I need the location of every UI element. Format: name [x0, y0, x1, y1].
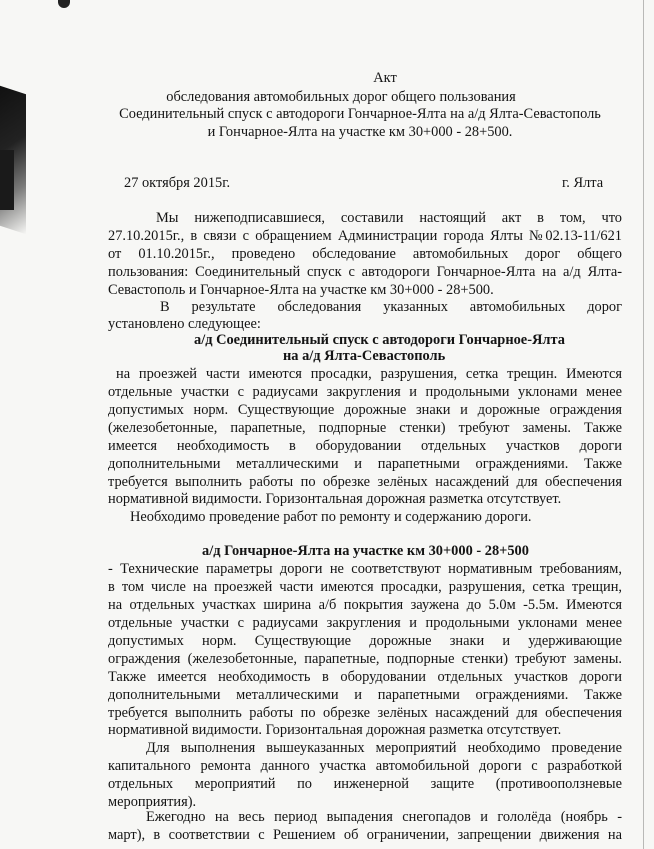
section1-heading-line-1: а/д Соединительный спуск с автодороги Гончарное-Ялта [194, 332, 565, 348]
intro-line-1: Мы нижеподписавшиеся, составили настоящий акт в том, что [156, 210, 622, 226]
final-line-1: Ежегодно на весь период выпадения снегопадов и гололёда (ноябрь - [146, 809, 622, 825]
section2-line-2: в том числе на проезжей части имеются просадки, разрушения, сетка трещин, [108, 579, 622, 595]
section1-line-4: (железобетонные, парапетные, подпорные стенки) требуют замены. Также [108, 420, 622, 436]
document-title: Акт [373, 70, 397, 86]
measures-line-2: капитального ремонта данного участка автомобильной дороги с разработкой [108, 758, 622, 774]
document-subtitle-line-2: Соединительный спуск с автодороги Гончарное-Ялта на а/д Ялта-Севастополь [119, 106, 601, 122]
intro-line-3: от 01.10.2015г., проведено обследование автомобильных дорог общего [108, 246, 622, 262]
section2-line-7: Также имеется необходимость в оборудовании отдельных участков дороги [108, 669, 622, 685]
section2-line-9: требуется выполнить работы по обрезке зелёных насаждений для обеспечения [108, 705, 622, 721]
section1-line-8: нормативной видимости. Горизонтальная дорожная разметка отсутствует. [108, 491, 562, 507]
document-date: 27 октября 2015г. [124, 175, 231, 191]
section2-line-4: отдельные участки с радиусами закругления и продольными уклонами менее [108, 615, 622, 631]
section2-line-5: допустимых норм. Существующие дорожные знаки и удерживающие [108, 633, 622, 649]
intro-line-5: Севастополь и Гончарное-Ялта на участке км 30+000 - 28+500. [108, 282, 494, 298]
measures-line-3: отдельных мероприятий по инженерной защите (противооползневые [108, 776, 622, 792]
document-subtitle-line-1: обследования автомобильных дорог общего пользования [166, 89, 516, 105]
measures-line-1: Для выполнения вышеуказанных мероприятий необходимо проведение [146, 740, 622, 756]
section1-line-1: на проезжей части имеются просадки, разрушения, сетка трещин. Имеются [116, 366, 622, 382]
final-line-2: март), в соответствии с Решением об ограничении, запрещении движения на [108, 827, 622, 843]
intro-line-7: установлено следующее: [108, 316, 261, 332]
section1-line-6: дополнительными металлическими и парапетными ограждениями. Также [108, 456, 622, 472]
intro-line-6: В результате обследования указанных автомобильных дорог [160, 299, 622, 315]
section2-line-6: ограждения (железобетонные, парапетные, подпорные стенки) требуют замены. [108, 651, 622, 667]
measures-line-4: мероприятия). [108, 794, 197, 810]
section1-line-7: требуется выполнить работы по обрезке зелёных насаждений для обеспечения [108, 474, 622, 490]
section1-line-3: допустимых норм. Существующие дорожные знаки и дорожные ограждения [108, 402, 622, 418]
section2-line-10: нормативной видимости. Горизонтальная дорожная разметка отсутствует. [108, 722, 562, 738]
punch-hole-mark [58, 0, 70, 8]
scan-shadow-edge [0, 150, 14, 210]
section2-line-3: на отдельных участках ширина а/б покрытия заужена до 5.0м -5.5м. Имеются [108, 597, 622, 613]
document-subtitle-line-3: и Гончарное-Ялта на участке км 30+000 - 28+500. [207, 124, 513, 140]
section2-line-1: - Технические параметры дороги не соответствуют нормативным требованиям, [108, 561, 622, 577]
section1-heading-line-2: на а/д Ялта-Севастополь [283, 348, 446, 364]
intro-line-4: пользования: Соединительный спуск с автодороги Гончарное-Ялта на а/д Ялта- [108, 264, 622, 280]
section1-line-2: отдельные участки с радиусами закругления и продольными уклонами менее [108, 384, 622, 400]
intro-line-2: 27.10.2015г., в связи с обращением Администрации города Ялты №02.13-11/621 [108, 228, 622, 244]
section2-heading: а/д Гончарное-Ялта на участке км 30+000 - 28+500 [202, 543, 529, 559]
document-city: г. Ялта [562, 175, 604, 191]
section1-conclusion: Необходимо проведение работ по ремонту и содержанию дороги. [130, 509, 532, 525]
section1-line-5: имеется необходимость в оборудовании отдельных участков дороги [108, 438, 622, 454]
section2-line-8: дополнительными металлическими и парапетными ограждениями. Также [108, 687, 622, 703]
